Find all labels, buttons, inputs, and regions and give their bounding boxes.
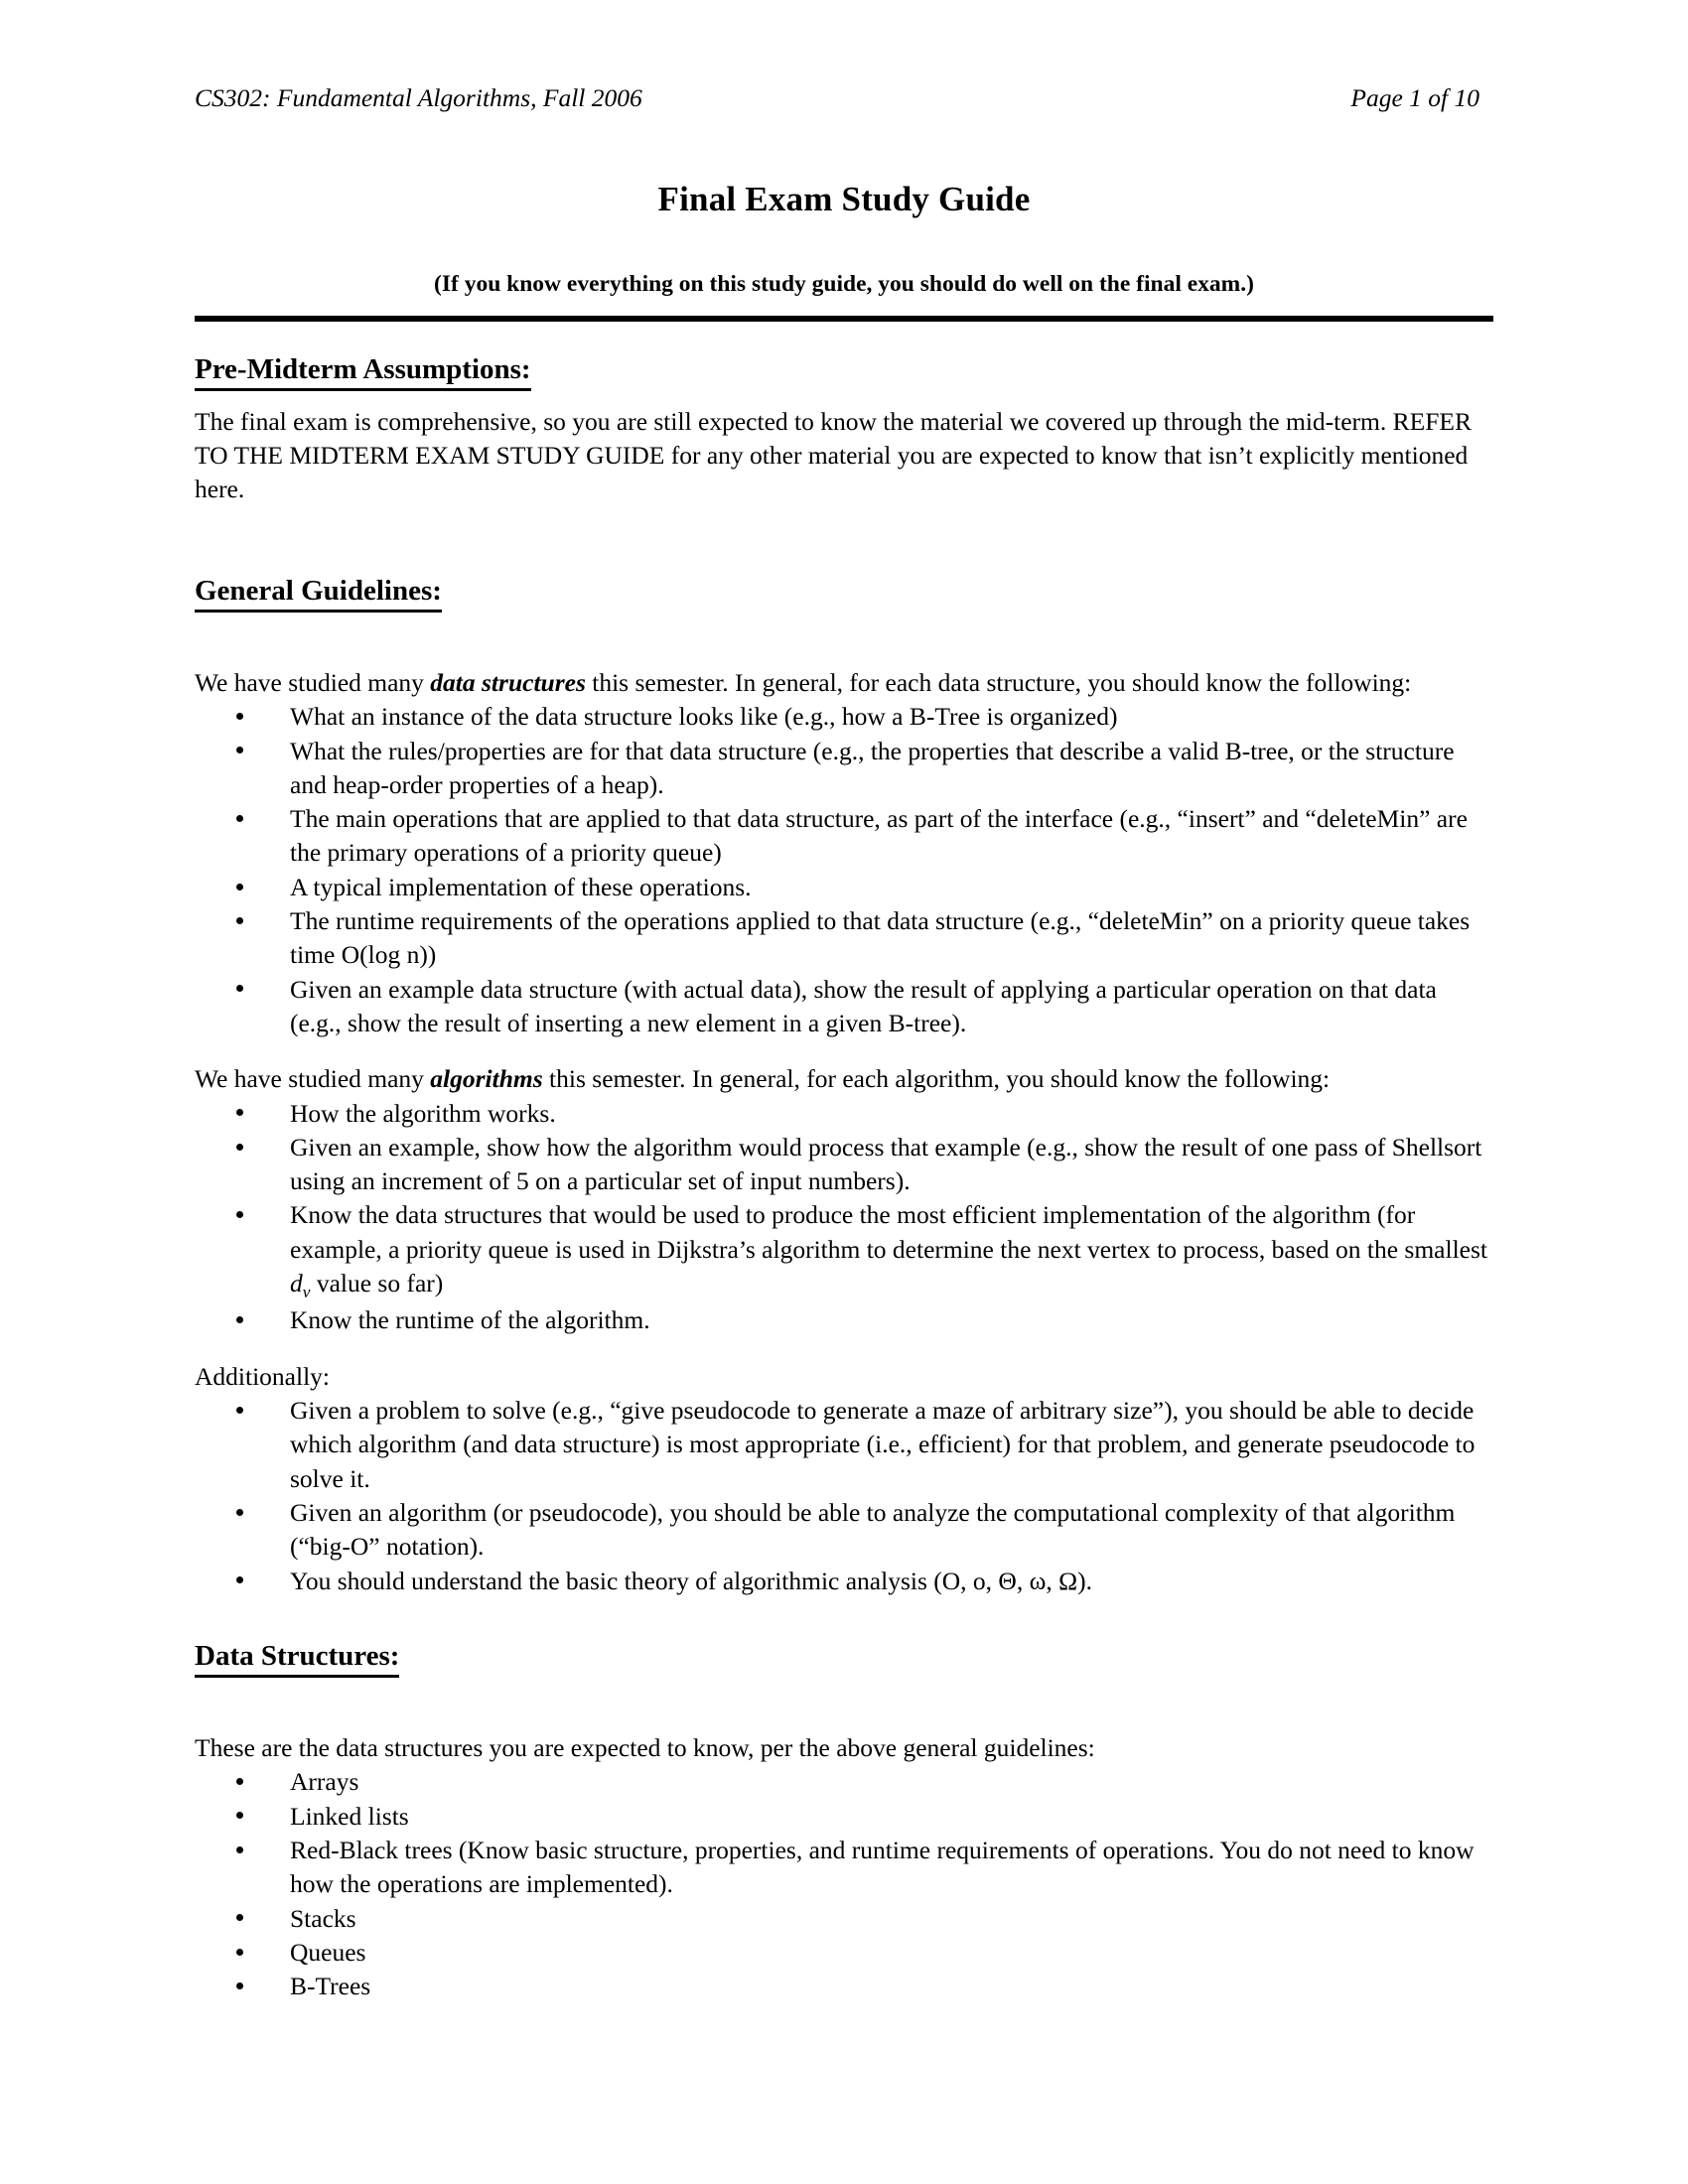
header-page-number: Page 1 of 10 [1350,83,1479,112]
bullet-dot-icon [236,1576,243,1583]
pre-midterm-paragraph: The final exam is comprehensive, so you are still expected to know the material we covered up through the mid-term. REFER TO THE MIDTERM EXAM STUDY GUIDE for any other material you are expected to know that isn’t explicitly mentioned here. [195,406,1472,504]
algorithms-intro [195,1062,1493,1096]
bullet-dot-icon [236,815,243,822]
list-item [195,1800,1493,1834]
list-item-text: What an instance of the data structure looks like (e.g., how a B-Tree is organized) [290,702,1118,732]
list-item [195,700,1493,734]
section-heading-pre-midterm [195,351,1493,391]
list-item-dijkstra [195,1198,1493,1303]
list-item-text: Given an example, show how the algorithm would process that example (e.g., show the result of one pass of Shellsort using an increment of 5 on a particular set of input numbers). [290,1132,1482,1196]
bullet-dot-icon [236,917,243,924]
list-item [195,1936,1493,1970]
bullet-dot-icon [236,713,243,720]
list-item [195,1097,1493,1131]
list-item [195,1970,1493,2003]
list-item-text: B-Trees [290,1972,371,2001]
list-item-text [290,1198,1493,1303]
list-item-text: The runtime requirements of the operations applied to that data structure (e.g., “deleteMin” on a priority queue takes time O(log n)) [290,906,1471,970]
list-item [195,871,1493,904]
bullet-dot-icon [236,1316,243,1323]
spacer [195,1338,1493,1360]
list-item [195,1496,1493,1565]
list-item-text: How the algorithm works. [290,1098,556,1128]
variable-d: d [290,1269,303,1298]
ds-intro-before: We have studied many [195,667,431,697]
bullet-dot-icon [236,1144,243,1151]
list-item [195,1902,1493,1936]
list-item-text: Red-Black trees (Know basic structure, properties, and runtime requirements of operations. You do not need to know how the operations are implemented). [290,1835,1475,1899]
list-item-text: You should understand the basic theory of algorithmic analysis (O, o, Θ, ω, Ω). [290,1566,1092,1595]
page-subtitle: (If you know everything on this study guide, you should do well on the final exam.) [434,270,1254,297]
list-item-text: Know the runtime of the algorithm. [290,1305,650,1335]
additional-requirements-list [195,1394,1493,1598]
data-structures-list [195,1765,1493,2003]
alg-intro-after: this semester. In general, for each algorithm, you should know the following: [542,1064,1331,1094]
section-heading-data-structures [195,1638,1493,1678]
list-item-text: Arrays [290,1767,359,1797]
bullet-dot-icon [236,884,243,890]
list-item [195,1303,1493,1337]
section-heading-general-guidelines [195,573,1493,613]
bullet-dot-icon [236,747,243,753]
spacer [195,507,1493,573]
list-item-text: The main operations that are applied to that data structure, as part of the interface (e.g., “insert” and “deleteMin” are the primary operations of a priority queue) [290,804,1468,868]
data-structures-paragraph: These are the data structures you are expected to know, per the above general guidelines: [195,1733,1095,1763]
list-item-text: Stacks [290,1903,356,1933]
list-item-text: Given an algorithm (or pseudocode), you should be able to analyze the computational complexity of that algorithm (“big-O” notation). [290,1497,1456,1562]
variable-subscript-v: v [302,1283,311,1302]
header-course-label: CS302: Fundamental Algorithms, Fall 2006 [195,83,642,112]
list-item-text: Given an example data structure (with actual data), show the result of applying a particular operation on that data (e.g., show the result of inserting a new element in a given B-tree). [290,974,1437,1037]
section-heading-data-structures-text: Data Structures: [195,1638,399,1678]
bullet-dot-icon [236,1407,243,1414]
bullet-dot-icon [236,1914,243,1921]
spacer [195,1040,1493,1062]
dijkstra-text-after: value so far) [310,1269,444,1298]
bullet-dot-icon [236,1211,243,1218]
list-item [195,904,1493,973]
list-item-text: What the rules/properties are for that data structure (e.g., the properties that describe a valid B-tree, or the structure and heap-order properties of a heap). [290,736,1455,799]
list-item [195,802,1493,871]
spacer [195,1598,1493,1638]
spacer [195,626,1493,666]
list-item [195,735,1493,803]
alg-intro-emphasis: algorithms [430,1064,543,1094]
page-title: Final Exam Study Guide [657,179,1031,218]
data-structures-knowledge-list [195,700,1493,1040]
bullet-dot-icon [236,1812,243,1819]
list-item-text: Linked lists [290,1801,409,1831]
bullet-dot-icon [236,1846,243,1853]
alg-intro-before: We have studied many [195,1064,431,1094]
list-item-text: Given a problem to solve (e.g., “give pseudocode to generate a maze of arbitrary size”), you should be able to decide which algorithm (and data structure) is most appropriate (i.e., efficient) for that problem, and generate pseudocode to solve it. [290,1396,1476,1493]
dijkstra-text-before: Know the data structures that would be used to produce the most efficient implementation of the algorithm (for example, a priority queue is used in Dijkstra’s algorithm to determine the next vertex to process, based on the smallest [290,1200,1487,1264]
list-item [195,1765,1493,1799]
data-structures-intro [195,666,1493,700]
ds-intro-emphasis: data structures [430,667,586,697]
additionally-label: Additionally: [195,1361,330,1391]
list-item-text: A typical implementation of these operations. [290,872,752,901]
algorithms-knowledge-list [195,1097,1493,1338]
list-item [195,1131,1493,1199]
running-header [195,83,1493,114]
list-item [195,1394,1493,1496]
bullet-dot-icon [236,1982,243,1989]
list-item [195,1834,1493,1902]
list-item [195,1565,1493,1598]
bullet-dot-icon [236,1949,243,1956]
bullet-dot-icon [236,1509,243,1516]
section-heading-pre-midterm-text: Pre-Midterm Assumptions: [195,351,531,391]
spacer [195,1692,1493,1731]
ds-intro-after: this semester. In general, for each data structure, you should know the following: [585,667,1412,697]
list-item [195,973,1493,1041]
bullet-dot-icon [236,1109,243,1116]
title-divider [195,316,1493,322]
list-item-text: Queues [290,1937,366,1967]
section-heading-general-guidelines-text: General Guidelines: [195,573,442,613]
bullet-dot-icon [236,985,243,992]
bullet-dot-icon [236,1778,243,1785]
